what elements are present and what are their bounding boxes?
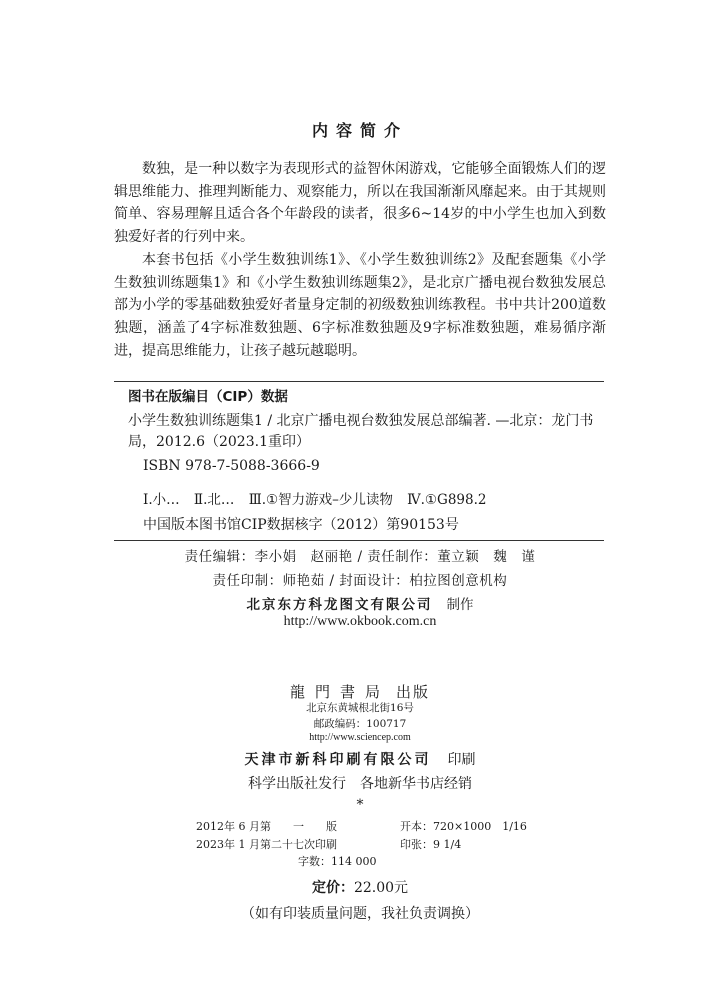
production-credits: 责任印制：师艳茹 / 封面设计：柏拉图创意机构	[212, 573, 508, 589]
sellers: 各地新华书店经销	[360, 776, 472, 792]
publisher-suffix: 出版	[396, 683, 431, 701]
format-info: 开本：720×1000 1/16	[400, 820, 527, 833]
edition-info: 2012年 6 月第 一 版	[196, 820, 337, 833]
sheets-info: 印张：9 1/4	[400, 838, 462, 851]
printer-line	[0, 749, 720, 769]
publisher-line	[0, 681, 720, 702]
cip-description: 小学生数独训练题集1 / 北京广播电视台数独发展总部编著. —北京：龙门书局，2012.6（2023.1重印）	[128, 413, 594, 450]
cip-classification	[143, 488, 496, 508]
cip-top-rule	[114, 381, 604, 382]
intro-paragraph: 数独，是一种以数字为表现形式的益智休闲游戏，它能够全面锻炼人们的逻辑思维能力、推理判断能力、观察能力，所以在我国渐渐风靡起来。由于其规则简单、容易理解且适合各个年龄段的读者，很多6~14岁的中小学生也加入到数独爱好者的行列中来。	[114, 161, 606, 246]
maker-credit	[0, 593, 720, 613]
cip-class-item: Ⅳ.①G898.2	[407, 492, 487, 508]
publisher-postcode: 邮政编码：100717	[313, 718, 407, 730]
intro-paragraph: 本套书包括《小学生数独训练1》、《小学生数独训练2》及配套题集《小学生数独训练题集1》和《小学生数独训练题集2》，是北京广播电视台数独发展总部为小学的零基础数独爱好者量身定制的初级数独训练教程。书中共计200道数独题，涵盖了4字标准数独题、6字标准数独题及9字标准数独题，难易循序渐进，提高思维能力，让孩子越玩越聪明。	[114, 251, 606, 359]
printing-info: 2023年 1 月第二十七次印刷	[196, 838, 337, 851]
publisher-url: http://www.sciencep.com	[309, 732, 411, 743]
distribution-line	[0, 773, 720, 793]
cip-class-item: Ⅲ.①智力游戏–少儿读物	[248, 492, 393, 508]
cip-number: 中国版本图书馆CIP数据核字（2012）第90153号	[143, 517, 459, 533]
intro-title: 内容简介	[311, 121, 408, 140]
price-value: 22.00元	[353, 880, 409, 896]
publisher-address: 北京东黄城根北街16号	[306, 702, 414, 714]
maker-url: http://www.okbook.com.cn	[283, 614, 437, 629]
maker-suffix: 制作	[446, 597, 474, 613]
distributor: 科学出版社发行	[248, 776, 346, 792]
wordcount-info: 字数：114 000	[298, 855, 377, 868]
price-line	[0, 877, 720, 897]
printer-suffix: 印刷	[447, 752, 476, 768]
cip-isbn: ISBN 978-7-5088-3666-9	[143, 458, 320, 474]
separator-star: *	[356, 797, 364, 813]
cip-class-item: Ⅰ.小…	[143, 492, 180, 508]
cip-class-item: Ⅱ.北…	[193, 492, 235, 508]
publisher-name: 龍門書局	[289, 683, 390, 701]
editor-credits: 责任编辑：李小娟 赵丽艳 / 责任制作：董立颖 魏 谨	[184, 549, 536, 565]
maker-name: 北京东方科龙图文有限公司	[246, 597, 433, 613]
intro-body	[114, 158, 606, 362]
cip-heading: 图书在版编目（CIP）数据	[128, 389, 288, 405]
quality-note: （如有印装质量问题，我社负责调换）	[241, 906, 479, 922]
cip-bottom-rule	[114, 540, 604, 541]
printer-name: 天津市新科印刷有限公司	[244, 752, 432, 768]
price-label: 定价：	[311, 880, 354, 896]
